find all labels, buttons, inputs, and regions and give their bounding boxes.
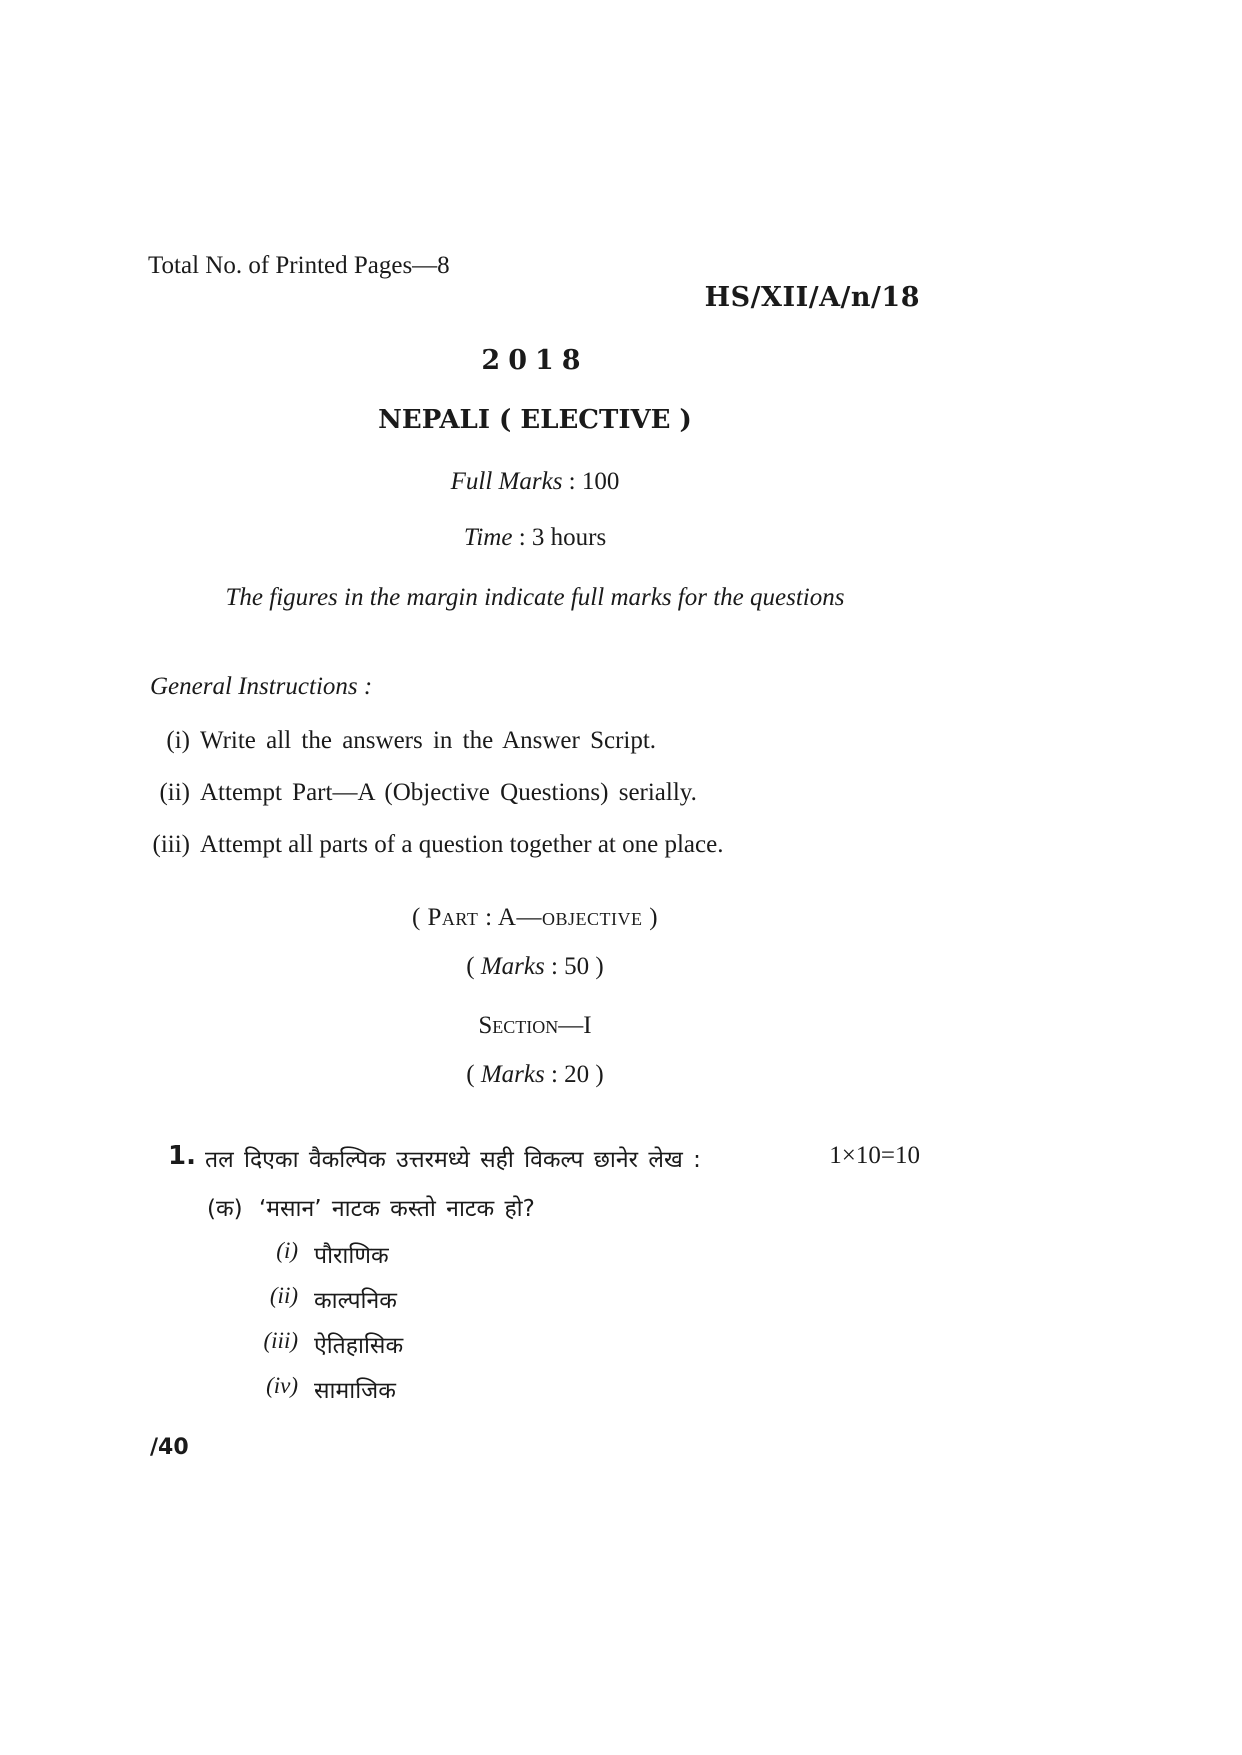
part-title: ( Part : A—objective ) <box>411 904 659 931</box>
page-count: Total No. of Printed Pages—8 <box>148 252 450 279</box>
paper-code: HS/XII/A/n/18 <box>704 282 920 313</box>
section-title: Section—I <box>478 1012 592 1039</box>
sub-question-text: ‘मसान’ नाटक कस्तो नाटक हो? <box>258 1196 535 1222</box>
section-marks-label: Marks <box>480 1061 545 1088</box>
general-instructions-heading: General Instructions : <box>150 673 373 700</box>
section-marks-open: ( <box>466 1061 481 1088</box>
sub-question <box>207 1191 535 1223</box>
option-item <box>250 1283 650 1315</box>
question-text: तल दिएका वैकल्पिक उत्तरमध्ये सही विकल्प छानेर लेख : <box>205 1147 701 1173</box>
option-text: सामाजिक <box>314 1378 396 1404</box>
full-marks <box>0 468 1070 496</box>
instruction-item <box>130 831 930 865</box>
instruction-item <box>130 727 930 761</box>
section-marks-value: : 20 ) <box>544 1061 604 1088</box>
part-marks-value: : 50 ) <box>544 953 604 980</box>
instruction-number: (ii) <box>159 779 190 806</box>
margin-note: The figures in the margin indicate full marks for the questions <box>225 584 845 611</box>
instruction-item <box>130 779 930 813</box>
part-marks-open: ( <box>466 953 481 980</box>
option-item <box>250 1328 650 1360</box>
option-label: (i) <box>276 1238 298 1263</box>
time-label: Time <box>463 524 513 551</box>
sub-question-label: (क) <box>207 1196 243 1222</box>
question-marks: 1×10=10 <box>829 1142 920 1169</box>
instruction-text: Attempt all parts of a question together at one place. <box>200 831 724 858</box>
instruction-number: (iii) <box>152 831 190 858</box>
option-label: (ii) <box>269 1283 298 1308</box>
full-marks-value: : 100 <box>562 468 620 495</box>
option-item <box>250 1373 650 1405</box>
instruction-text: Attempt Part—A (Objective Questions) serially. <box>200 779 697 806</box>
section-marks <box>0 1061 1070 1089</box>
option-text: ऐतिहासिक <box>314 1333 404 1359</box>
part-marks-label: Marks <box>480 953 545 980</box>
footer-code: /40 <box>150 1435 189 1460</box>
instruction-text: Write all the answers in the Answer Script. <box>200 727 657 754</box>
option-text: काल्पनिक <box>314 1288 397 1314</box>
exam-time <box>0 524 1070 552</box>
exam-subject: NEPALI ( ELECTIVE ) <box>378 405 692 435</box>
option-text: पौराणिक <box>314 1243 389 1269</box>
part-marks <box>0 953 1070 981</box>
question-number: 1. <box>168 1141 196 1171</box>
full-marks-label: Full Marks <box>450 468 563 495</box>
option-item <box>250 1238 650 1270</box>
option-label: (iv) <box>266 1373 298 1398</box>
exam-year: 2018 <box>481 345 589 376</box>
time-value: : 3 hours <box>512 524 607 551</box>
option-label: (iii) <box>263 1328 298 1353</box>
instruction-number: (i) <box>166 727 190 754</box>
